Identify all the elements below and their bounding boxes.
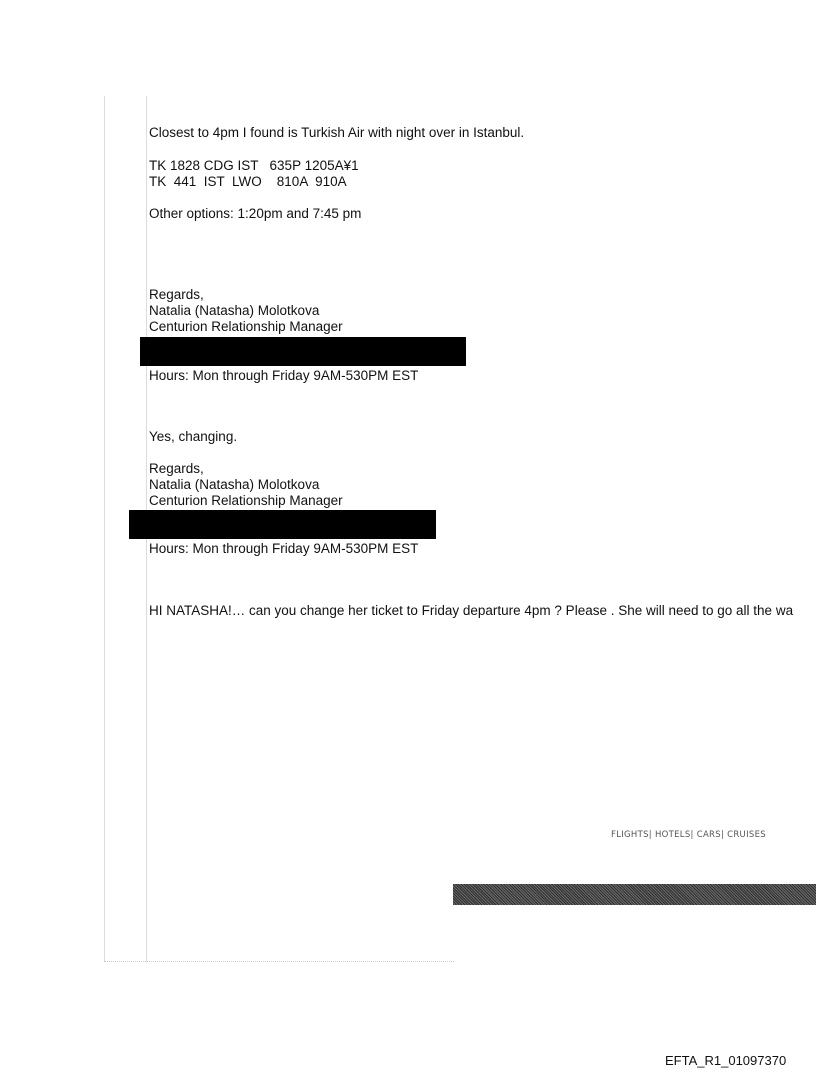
flight-line-2: TK 441 IST LWO 810A 910A: [149, 174, 347, 189]
redaction-block: [129, 510, 436, 539]
hours-text: Hours: Mon through Friday 9AM-530PM EST: [149, 541, 419, 556]
regards-text: Regards,: [149, 461, 204, 476]
email1-intro: Closest to 4pm I found is Turkish Air with night over in Istanbul.: [149, 125, 525, 140]
sender-title: Centurion Relationship Manager: [149, 493, 343, 508]
flight-line-1: TK 1828 CDG IST 635P 1205A¥1: [149, 158, 359, 173]
email3-body: HI NATASHA!… can you change her ticket to Friday departure 4pm ? Please . She will need to go all the wa: [149, 603, 794, 618]
sender-name: Natalia (Natasha) Molotkova: [149, 477, 320, 492]
redacted-banner: [453, 884, 816, 905]
redaction-block: [140, 337, 466, 366]
document-id: EFTA_R1_01097370: [665, 1053, 787, 1068]
sender-name: Natalia (Natasha) Molotkova: [149, 303, 320, 318]
other-options-text: Other options: 1:20pm and 7:45 pm: [149, 206, 362, 221]
email2-body: Yes, changing.: [149, 429, 238, 444]
bottom-divider: [104, 961, 454, 962]
left-margin-rule: [104, 96, 106, 962]
hours-text: Hours: Mon through Friday 9AM-530PM EST: [149, 368, 419, 383]
travel-nav-links: FLIGHTS| HOTELS| CARS| CRUISES: [611, 830, 766, 840]
regards-text: Regards,: [149, 287, 204, 302]
sender-title: Centurion Relationship Manager: [149, 319, 343, 334]
